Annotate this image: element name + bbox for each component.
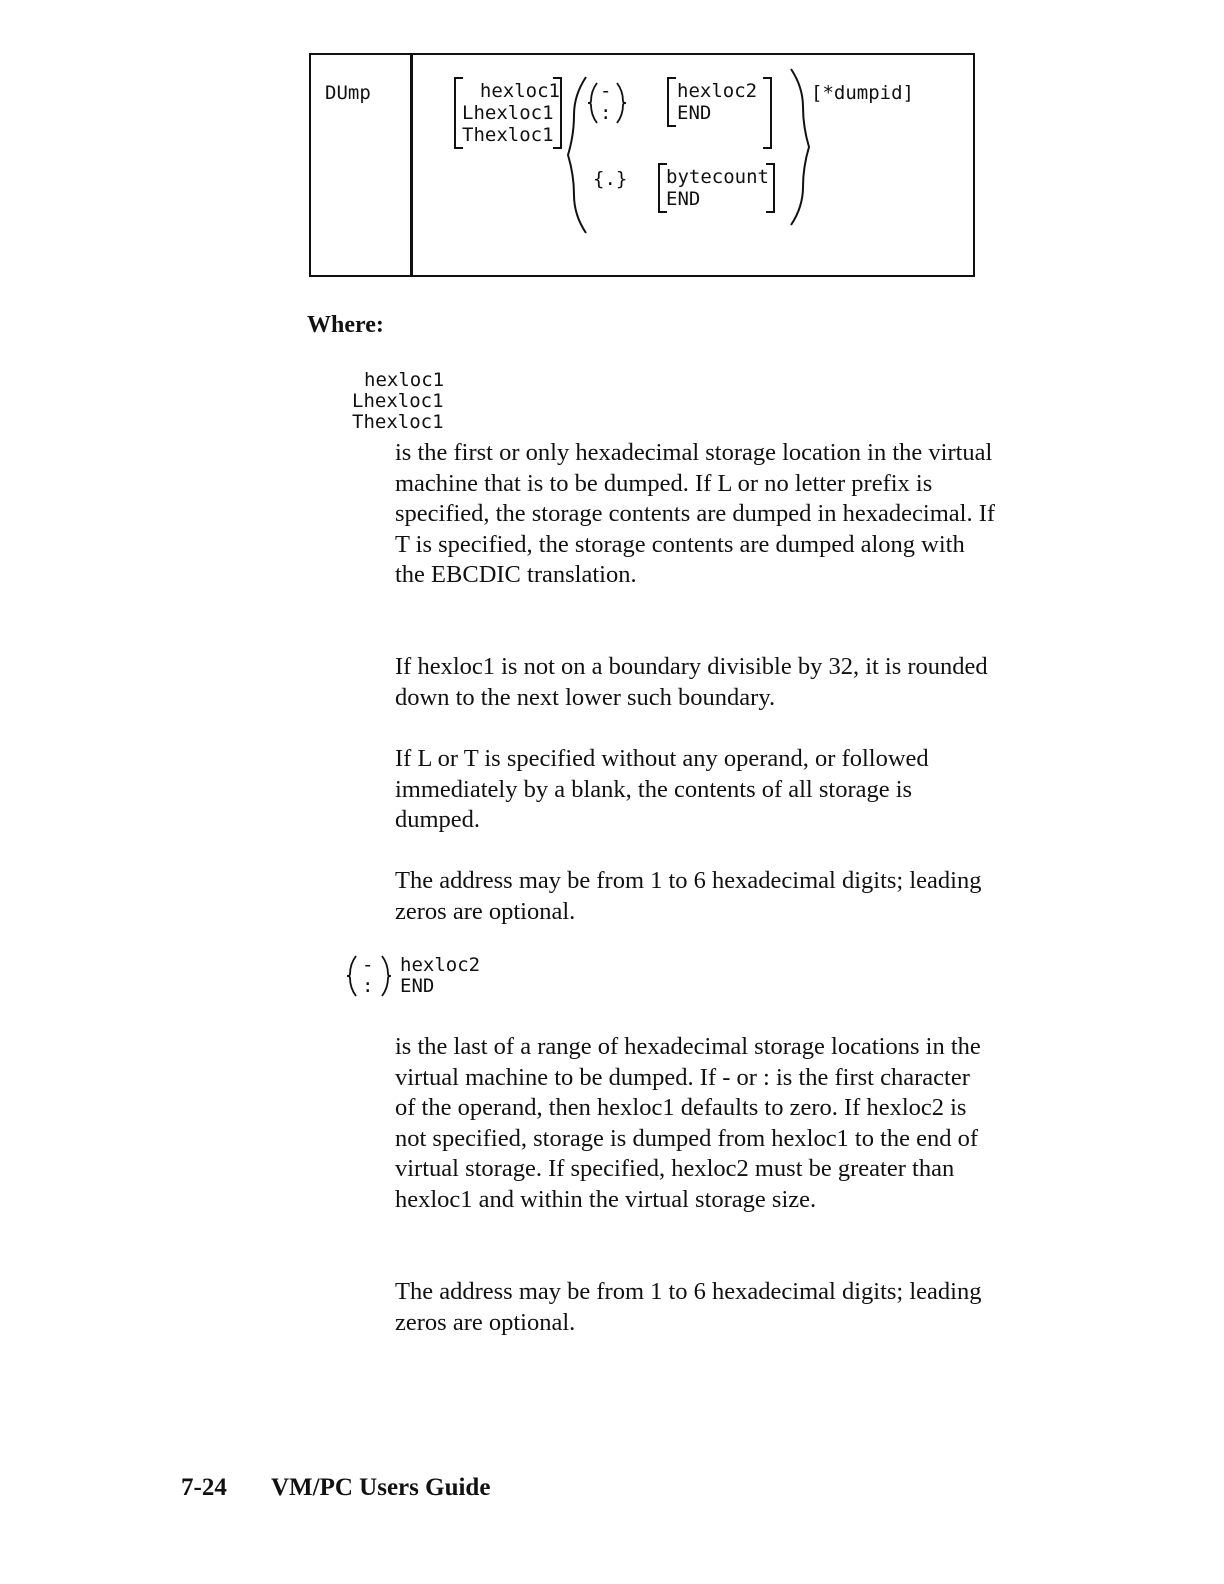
where-label: Where: <box>307 312 384 338</box>
term-thexloc1: Thexloc1 <box>352 411 444 433</box>
close-bracket <box>766 163 775 213</box>
outer-brace-right <box>787 67 811 227</box>
term-end: END <box>400 975 435 997</box>
lhexloc1-option: Lhexloc1 <box>462 102 554 124</box>
close-bracket <box>553 77 562 149</box>
dash-separator: - <box>600 80 612 102</box>
hexloc1-option: hexloc1 <box>479 80 560 102</box>
thexloc1-option: Thexloc1 <box>462 124 554 146</box>
definition-paragraph: is the last of a range of hexadecimal storage locations in the virtual machine to be dumped. If - or : is the first character of the operand, then hexloc1 defaults to zero. If hexloc2 is not specified, storage is dumped from hexloc1 to the end of virtual storage. If specified, hexloc2 must be greater than hexloc1 and within the virtual storage size. <box>395 1033 981 1213</box>
close-bracket <box>763 77 772 149</box>
colon-separator: : <box>600 102 612 124</box>
open-bracket <box>667 77 676 127</box>
separator-brace-right <box>615 81 627 125</box>
term-hexloc1: hexloc1 <box>364 369 445 391</box>
term-hexloc2: hexloc2 <box>400 954 481 976</box>
syntax-diagram <box>309 53 975 277</box>
bytecount-option: bytecount <box>666 166 769 188</box>
syntax-divider <box>410 55 413 275</box>
page-number: 7-24 <box>181 1474 227 1501</box>
period-separator: {.} <box>593 168 628 190</box>
page-footer <box>181 1474 490 1502</box>
document-title: VM/PC Users Guide <box>271 1474 491 1501</box>
dumpid-option: [*dumpid] <box>811 82 914 104</box>
term-colon: : <box>362 975 374 997</box>
hexloc2-option: hexloc2 <box>677 80 758 102</box>
term-brace-right <box>380 954 392 998</box>
term-dash: - <box>362 954 374 976</box>
definition-paragraph: If hexloc1 is not on a boundary divisible by 32, it is rounded down to the next lower such boundary. <box>395 653 988 711</box>
end-option: END <box>677 102 712 124</box>
command-name: DUmp <box>325 82 371 104</box>
definition-paragraph: The address may be from 1 to 6 hexadecimal digits; leading zeros are optional. <box>395 867 982 925</box>
definition-paragraph: The address may be from 1 to 6 hexadecimal digits; leading zeros are optional. <box>395 1278 982 1336</box>
separator-brace-left <box>587 81 599 125</box>
definition-paragraph: If L or T is specified without any operand, or followed immediately by a blank, the contents of all storage is dumped. <box>395 745 929 834</box>
definition-paragraph: is the first or only hexadecimal storage location in the virtual machine that is to be dumped. If L or no letter prefix is specified, the storage contents are dumped in hexadecimal. If T is specified, the storage contents are dumped along with the EBCDIC translation. <box>395 439 996 589</box>
term-brace-left <box>346 954 358 998</box>
term-lhexloc1: Lhexloc1 <box>352 390 444 412</box>
end-option: END <box>666 188 701 210</box>
